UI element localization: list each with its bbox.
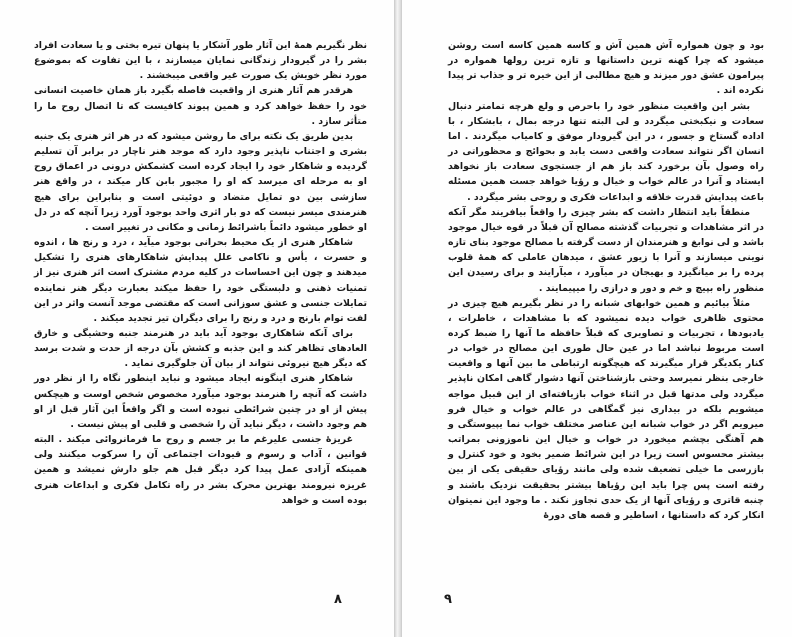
paragraph: هرقدر هم آثار هنری از واقعیت فاصله بگیرد باز همان خاصیت انسانی خود را حفظ خواهد کرد و همین پیوند کافیست که تا اتصال روح ما را متأثر سازد . [34, 85, 367, 127]
paragraph: برای آنکه شاهکاری بوجود آید باید در هنرمند جنبه وحشیگی و خارق العادهای تظاهر کند و این جذبه و کشش بآن درجه از حدت و شدت برسد که دیگر هیچ نیروئی نتواند از بیان آن جلوگیری نماید . [34, 327, 367, 370]
right-page-text [448, 38, 764, 523]
paragraph: غریزهٔ جنسی علیرغم ما بر جسم و روح ما فرمانروائی میکند . البته قوانین ، آداب و رسوم و قیودات اجتماعی آن را سرکوب میکنند ولی همینکه آزادی عمل پیدا کرد دیگر قبل هم جلو دارش نمیشد و همین غریزه نیرومند بهترین محرک بشر در راه تکامل فکری و ابداعات هنری بوده است و خواهد [34, 434, 367, 506]
page-number: ۹ [444, 592, 452, 607]
paragraph: نظر نگیریم همهٔ این آثار طور آشکار یا پنهان تیره بختی و یا سعادت افراد بشر را در گیرودار زندگانی نمایان میسازند ، با این تفاوت که بموضوع مورد نظر خویش یک صورت غیر واقعی میبخشند . [34, 40, 367, 82]
page-number: ۸ [334, 592, 342, 607]
paragraph: مثلاً بیائیم و همین خوابهای شبانه را در نظر بگیریم هیچ چیزی در محتوی ظاهری خواب دیده نمیشود که با مشاهدات ، خاطرات ، یادبودها ، تجربیات و تصاویری که قبلاً حافظه ما آنها را ضبط کرده است مربوط نباشد اما در عین حال طوری این مصالح در خواب در کنار یکدیگر قرار میگیرند که هیچگونه ارتباطی ما بین آنها و واقعیت خارجی بنظر نمیرسد وحتی بازشناختن آنها دشوار گاهی امکان ناپذیر میگردد ولی مدتها قبل در اثناء خواب بازیافته‌ای از این قبیل مواجه میشویم بلکه در بیداری نیز گمگاهی در عالم خواب و خیال فرو میرویم اگر در خواب شبانه این عناصر مختلف خواب نما یپیوستگی و هم آهنگی بچشم میخورد در خواب و خیال این ناموزونی بمراتب بیشتر محسوس است زیرا در این شرائط ضمیر بخود و خود کنترل و بازرسی ما خیلی تضعیف شده ولی مانند رؤیای حقیقی یکی از بین رفته است پس چرا باید این رؤیاها بیشتر بحقیقت نزدیک باشند و چنبه قاتری و رؤیای آنها از یک حدی تجاوز نکند . ما وجود این نمیتوان انکار کرد که داستانها ، اساطیر و قصه های دورهٔ [448, 297, 764, 521]
left-page-text [34, 38, 367, 508]
paragraph: شاهکار هنری از یک محیط بحرانی بوجود میآید ، درد و رنج ها ، اندوه و حسرت ، یأس و ناکامی علل پیدایش شاهکارهای هنری را تشکیل میدهند و چون این احساسات در کلیه مردم مشترک است اثر هنری نیز از تمنیات ذهنی و دلبستگی خود را حفظ میکند بعبارت دیگر هنر نماینده تمایلات جنسی و عشق سوزانی است که مقتضی موجد آنست واثر در این لفت توام بارنج و درد و رنج را برای دیگران تیز تجدید میکند . [34, 237, 367, 324]
right-page [401, 0, 792, 637]
paragraph: بشر این واقعیت منظور خود را باحرص و ولع هرچه تمامتر دنبال سعادت و نیکبختی میگردد و لی البته تنها درجه بمال ، بابشکار ، با اداده گستاخ و جسور ، در این گیرودار موفق و کامیاب میگردند . اما انسان اگر نتواند سعادت واقعی دست یابد و بحوائج و محظوراتی در راه وصول بآن برخورد کند باز هم از جستجوی سعادت باز نخواهد ایستاد و آنرا در عالم خواب و خیال و رؤیا خواهد جست همین مسئله باعث پیدایش قدرت خلاقه و ابداعات فکری و روحی بشر میگردد . [448, 100, 764, 203]
paragraph: شاهکار هنری اینگونه ایجاد میشود و نباید اینطور نگاه را از نظر دور داشت که آنچه را هنرمند بوجود میآورد مخصوص شخص اوست و هیچکس پیش از او در چنین شرائطی نبوده است و اگر واقعاً این آثار قبل از او هم وجود داشت ، دیگر نباید آن را شخصی و قلبی او پیش نیست . [34, 373, 367, 430]
left-page [0, 0, 395, 637]
paragraph: بود و چون همواره آش همین آش و کاسه همین کاسه است روشن میشود که چرا کهنه ترین داستانها و تازه ترین رولها همواره در پیرامون عشق دور میزند و هیچ مطالبی از این خیره تر و جذاب تر پیدا نکرده اند . [448, 40, 764, 97]
paragraph: منطقاً باید انتظار داشت که بشر چیزی را واقعاً بیافریند مگر آنکه در اثر مشاهدات و تجربیات گذشته مصالح آن قبلاً در قوه خیال موجود باشد و لی نوابغ و هنرمندان از دست گرفته با مصالح موجود بنای تازه نوینی میسازند و آنرا با زیور عشق ، میدهان عاملی که همهٔ قلوب پرده را بر میانگیزد و بهیجان در میآورد ، میآرایند و برای رسیدن این منظور راه بپیچ و خم و دور و درازی را میپیمایند . [448, 206, 764, 294]
paragraph: بدین طریق یک نکته برای ما روشن میشود که در هر اثر هنری یک جنبه بشری و اجتناب ناپذیر وجود دارد که موجد هنر ناچار در برابر آن تسلیم گردیده و شاهکار خود را ایجاد کرده است کشمکش درونی در اعماق روح او به مرحله ای میرسد که او را مجبور بابن کار میکند ، در واقع هنر سازشی بین دو تمایل متضاد و دوئیتی است و بنابراین برای هیچ هنرمندی میسر نیست که دو بار اثری واحد بوجود آورد زیرا آنچه که در دل او خطور میشود دائماً باشرائط زمانی و مکانی در تغییر است . [34, 130, 367, 233]
